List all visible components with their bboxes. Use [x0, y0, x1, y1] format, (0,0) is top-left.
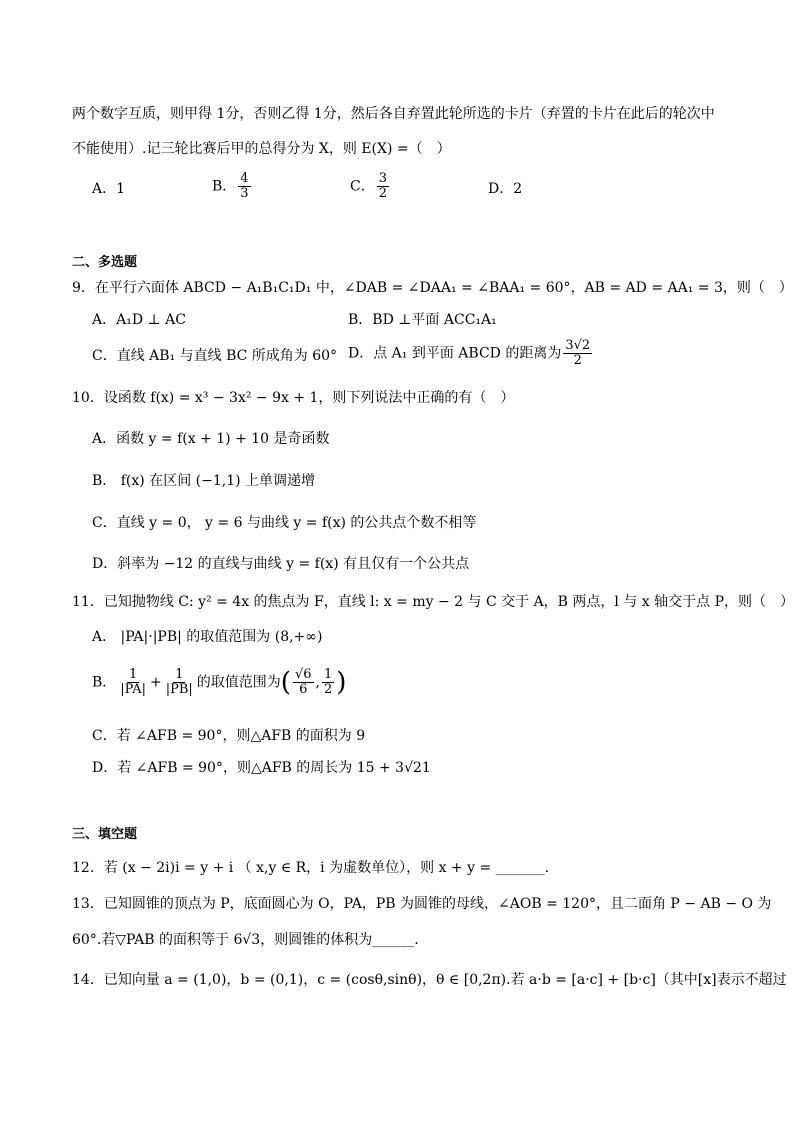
q10-option-d: D．斜率为 −12 的直线与曲线 y = f(x) 有且仅有一个公共点	[92, 556, 470, 572]
q8-option-d: D．2	[488, 181, 523, 197]
q12-stem: 12．若 (x − 2i)i = y + i （ x,y ∈ R，i 为虚数单位），则 x + y = _______.	[72, 860, 550, 876]
q9-option-c: C．直线 AB₁ 与直线 BC 所成角为 60°	[92, 348, 338, 364]
q10-option-b: B． f(x) 在区间 (−1,1) 上单调递增	[92, 473, 316, 489]
q11-option-d: D．若 ∠AFB = 90°，则△AFB 的周长为 15 + 3√21	[92, 760, 431, 776]
q9-stem: 9．在平行六面体 ABCD − A₁B₁C₁D₁ 中，∠DAB = ∠DAA₁ = ∠BAA₁ = 60°，AB = AD = AA₁ = 3，则（ ）	[72, 280, 793, 296]
q8-option-a: A．1	[92, 181, 126, 197]
q10-option-a: A．函数 y = f(x + 1) + 10 是奇函数	[92, 431, 330, 447]
q11-option-c: C．若 ∠AFB = 90°，则△AFB 的面积为 9	[92, 728, 366, 744]
section-multiple-choice: 二、多选题	[72, 255, 138, 270]
q8-line1: 两个数字互质，则甲得 1分，否则乙得 1分，然后各自弃置此轮所选的卡片（弃置的卡片在此后的轮次中	[72, 106, 715, 122]
q8-option-b: B． $\frac{4}{3}$	[212, 171, 249, 201]
q10-option-c: C．直线 y = 0， y = 6 与曲线 y = f(x) 的公共点个数不相等	[92, 515, 477, 531]
q8-line2: 不能使用）.记三轮比赛后甲的总得分为 X，则 E(X) =（ ）	[72, 141, 451, 157]
q13-line1: 13．已知圆锥的顶点为 P，底面圆心为 O，PA，PB 为圆锥的母线，∠AOB = 120°，且二面角 P − AB − O 为	[72, 896, 772, 912]
section-fill-in: 三、填空题	[72, 827, 138, 842]
q10-stem: 10．设函数 f(x) = x³ − 3x² − 9x + 1，则下列说法中正确的有（ ）	[72, 390, 515, 406]
q9-option-a: A．A₁D ⊥ AC	[92, 312, 186, 328]
q8-option-c: C． $\frac{3}{2}$	[350, 171, 387, 201]
q13-line2: 60°.若▽PAB 的面积等于 6√3，则圆锥的体积为______.	[72, 932, 419, 948]
q9-option-b: B．BD ⊥平面 ACC₁A₁	[348, 312, 497, 328]
q14-stem: 14．已知向量 a = (1,0)，b = (0,1)，c = (cosθ,sinθ)，θ ∈ [0,2π).若 a·b = [a·c] + [b·c]（其中[x]表示不超过	[72, 972, 787, 988]
q11-stem: 11．已知抛物线 C: y² = 4x 的焦点为 F，直线 l: x = my − 2 与 C 交于 A，B 两点，l 与 x 轴交于点 P，则（ ）	[72, 594, 794, 610]
q11-option-a: A． |PA|·|PB| 的取值范围为 (8,+∞)	[92, 629, 323, 645]
q9-option-d: D．点 A₁ 到平面 ABCD 的距离为 $\frac{3√2}{2}$	[348, 338, 591, 368]
q11-option-b: B． $\frac{1}{|PA|}$ + $\frac{1}{|PB|}$ 的取值范围为( $\frac{√6}{6}$ , $\frac{1}{2}$ )	[92, 667, 347, 698]
